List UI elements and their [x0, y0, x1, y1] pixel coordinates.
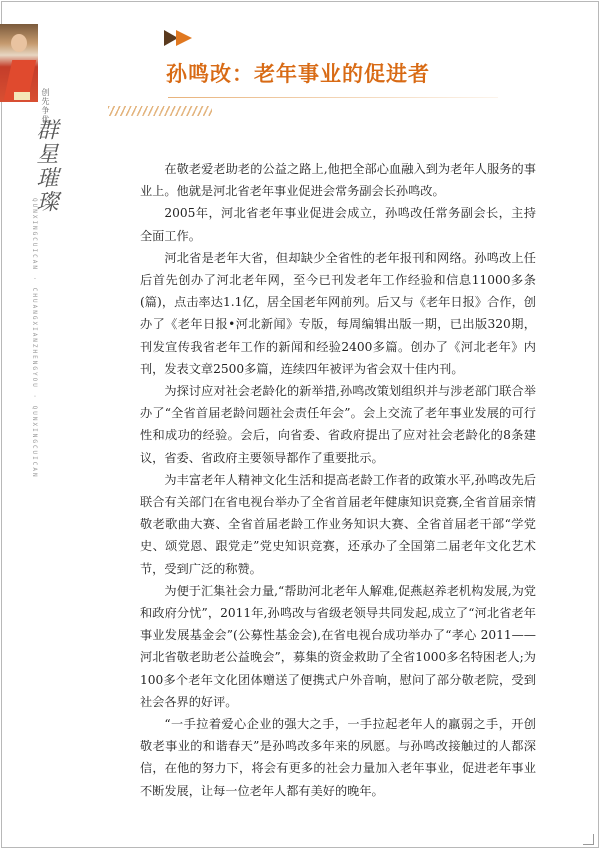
- paragraph: 河北省是老年大省，但却缺少全省性的老年报刊和网络。孙鸣改上任后首先创办了河北老年网，至今已刊发老年工作经验和信息11000多条(篇)，点击率达1.1亿，居全国老年网前列。后又与《老年日报》合作，创办了《老年日报•河北新闻》专版，每周编辑出版一期，已出版320期，刊发宣传我省老年工作的新闻和经验2400多篇。创办了《河北老年》内刊，发表文章2500多篇，连续四年被评为省会双十佳内刊。: [140, 250, 536, 376]
- article-body: [140, 158, 536, 802]
- paragraph: 为便于汇集社会力量,“帮助河北老年人解难,促燕赵养老机构发展,为党和政府分忧”，2011年,孙鸣改与省级老领导共同发起,成立了“河北省老年事业发展基金会”(公募性基金会),在省电视台成功举办了“孝心 2011——河北省敬老助老公益晚会”，募集的资金救助了全省1000多名特困老人;为100多个老年文化团体赠送了便携式户外音响，慰问了部分敬老院，受到社会各界的好评。: [140, 583, 536, 709]
- title-underline: [168, 97, 498, 98]
- portrait-name-tag: [14, 92, 30, 100]
- column-brush-title: 群星璀璨: [33, 118, 58, 214]
- side-latin-text: QUNXINGCUICAN · CHUANGXIANZHENGYOU · QUNXINGCUICAN: [31, 198, 38, 479]
- column-label: 创先争优: [41, 88, 50, 124]
- paragraph: 2005年，河北省老年事业促进会成立，孙鸣改任常务副会长，主持全面工作。: [140, 206, 536, 243]
- paragraph: 为探讨应对社会老龄化的新举措,孙鸣改策划组织并与涉老部门联合举办了“全省首届老龄问题社会责任年会”。会上交流了老年事业发展的可行性和成功的经验。会后，向省委、省政府提出了应对社会老龄化的8条建议，省委、省政府主要领导都作了重要批示。: [140, 384, 536, 465]
- paragraph: 为丰富老年人精神文化生活和提高老龄工作者的政策水平,孙鸣改先后联合有关部门在省电视台举办了全省首届老年健康知识竞赛,全省首届亲情敬老歌曲大赛、全省首届老龄工作业务知识大赛、全省首届老干部“学党史、颂党恩、跟党走”党史知识竞赛，还承办了全国第二届老年文化艺术节，受到广泛的称赞。: [140, 472, 536, 576]
- page-corner-mark: [583, 834, 594, 845]
- portrait-photo: [0, 24, 38, 102]
- paragraph: 在敬老爱老助老的公益之路上,他把全部心血融入到为老年人服务的事业上。他就是河北省老年事业促进会常务副会长孙鸣改。: [140, 162, 536, 199]
- paragraph: “一手拉着爱心企业的强大之手，一手拉起老年人的羸弱之手，开创敬老事业的和谐春天”是孙鸣改多年来的夙愿。与孙鸣改接触过的人都深信，在他的努力下，将会有更多的社会力量加入老年事业，促进老年事业不断发展，让每一位老年人都有美好的晚年。: [140, 717, 536, 798]
- article-title: 孙鸣改：老年事业的促进者: [166, 62, 430, 86]
- portrait-face: [11, 34, 27, 52]
- hatch-decoration: [108, 106, 212, 116]
- double-arrow-icon: [164, 30, 196, 46]
